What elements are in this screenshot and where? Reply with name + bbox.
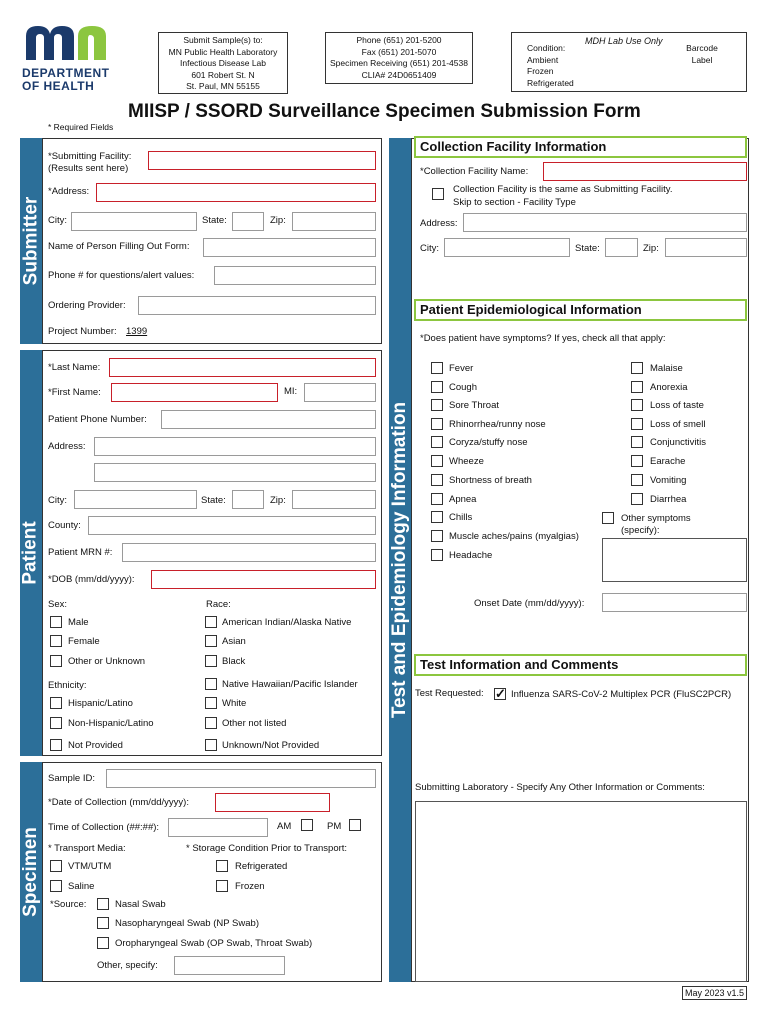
patient-zip-label: Zip: (270, 495, 286, 506)
project-label: Project Number: (48, 326, 117, 337)
collection-zip-label: Zip: (643, 243, 659, 254)
barcode-line: Label (691, 54, 713, 65)
patient-tab-label: Patient (20, 521, 42, 585)
symptom-checkbox[interactable] (431, 493, 443, 505)
symptom-label: Coryza/stuffy nose (449, 437, 528, 448)
collection-name-label: *Collection Facility Name: (420, 166, 529, 177)
specimen-tab (20, 762, 42, 982)
symptom-checkbox[interactable] (431, 399, 443, 411)
test-epi-tab-label: Test and Epidemiology Information (389, 401, 410, 719)
source-op-checkbox[interactable] (97, 937, 109, 949)
collection-state-label: State: (575, 243, 600, 254)
sample-id-input[interactable] (106, 769, 376, 788)
source-np-label: Nasopharyngeal Swab (NP Swab) (115, 918, 259, 929)
patient-city-input[interactable] (74, 490, 197, 509)
symptom-label: Headache (449, 550, 493, 561)
symptom-label: Muscle aches/pains (myalgias) (449, 531, 579, 542)
phone-line: Phone (651) 201-5200 (356, 35, 442, 45)
race-checkbox-3[interactable] (205, 655, 217, 667)
symptom-checkbox[interactable] (431, 549, 443, 561)
submit-line: 601 Robert St. N (191, 69, 255, 80)
submitter-address-label: *Address: (48, 186, 90, 197)
submit-line: Infectious Disease Lab (180, 58, 266, 68)
barcode-line: Barcode (686, 43, 718, 53)
patient-address-label: Address: (48, 441, 86, 452)
comments-label: Submitting Laboratory - Specify Any Other Information or Comments: (415, 782, 705, 793)
pm-label: PM (327, 821, 342, 832)
ethnicity-nonhispanic-label: Non-Hispanic/Latino (68, 718, 154, 729)
symptom-label: Wheeze (449, 456, 484, 467)
patient-phone-input[interactable] (161, 410, 376, 429)
person-input[interactable] (203, 238, 376, 257)
sex-other-checkbox[interactable] (50, 655, 62, 667)
ethnicity-notprovided-checkbox[interactable] (50, 739, 62, 751)
storage-frozen-checkbox[interactable] (216, 880, 228, 892)
county-label: County: (48, 520, 81, 531)
comments-textarea[interactable] (415, 801, 747, 982)
other-symptoms-input[interactable] (602, 538, 747, 582)
race-checkbox-5[interactable] (205, 697, 217, 709)
same-facility-checkbox[interactable] (432, 188, 444, 200)
submit-line: Submit Sample(s) to: (183, 35, 263, 45)
race-checkbox-6[interactable] (205, 717, 217, 729)
race-checkbox-7[interactable] (205, 739, 217, 751)
test-option-label: Influenza SARS-CoV-2 Multiplex PCR (FluSC2PCR) (511, 689, 732, 700)
mi-input[interactable] (304, 383, 376, 402)
alert-phone-label: Phone # for questions/alert values: (48, 270, 195, 281)
source-op-label: Oropharyngeal Swab (OP Swab, Throat Swab) (115, 938, 313, 949)
symptom-label: Anorexia (650, 382, 688, 393)
submit-line: MN Public Health Laboratory (168, 46, 278, 57)
symptom-label: Earache (650, 456, 686, 467)
symptom-checkbox[interactable] (431, 455, 443, 467)
last-name-input[interactable] (109, 358, 376, 377)
symptom-checkbox[interactable] (631, 418, 643, 430)
page-title: MIISP / SSORD Surveillance Specimen Submission Form (128, 101, 641, 122)
transport-label: * Transport Media: (48, 843, 126, 854)
symptom-label: Loss of taste (650, 400, 704, 411)
test-option-checkbox[interactable] (494, 688, 506, 700)
source-np-checkbox[interactable] (97, 917, 109, 929)
patient-address-input-1[interactable] (94, 437, 376, 456)
phone-line: Specimen Receiving (651) 201-4538 (330, 58, 468, 68)
first-name-label: *First Name: (48, 387, 101, 398)
onset-date-input[interactable] (602, 593, 747, 612)
sex-female-label: Female (68, 636, 100, 647)
ethnicity-hispanic-label: Hispanic/Latino (68, 698, 133, 709)
patient-address-input-2[interactable] (94, 463, 376, 482)
collection-city-input[interactable] (444, 238, 570, 257)
submit-address-box (158, 32, 288, 94)
race-checkbox-4[interactable] (205, 678, 217, 690)
symptom-checkbox[interactable] (631, 381, 643, 393)
race-label-2: Asian (222, 636, 246, 647)
symptom-checkbox[interactable] (631, 436, 643, 448)
sex-other-label: Other or Unknown (68, 656, 146, 667)
symptom-checkbox[interactable] (631, 493, 643, 505)
symptoms-question: *Does patient have symptoms? If yes, check all that apply: (420, 333, 666, 344)
other-symptoms-label-2: (specify): (621, 525, 660, 536)
collection-address-input[interactable] (463, 213, 747, 232)
symptom-checkbox[interactable] (431, 418, 443, 430)
submitter-zip-label: Zip: (270, 215, 286, 226)
test-info-heading: Test Information and Comments (414, 654, 747, 676)
symptom-label: Loss of smell (650, 419, 706, 430)
symptom-checkbox[interactable] (431, 530, 443, 542)
collection-date-label: *Date of Collection (mm/dd/yyyy): (48, 797, 189, 808)
collection-name-input[interactable] (543, 162, 747, 181)
mrn-label: Patient MRN #: (48, 547, 113, 558)
symptom-checkbox[interactable] (431, 511, 443, 523)
source-label: *Source: (50, 899, 87, 910)
symptom-label: Vomiting (650, 475, 687, 486)
symptom-checkbox[interactable] (631, 362, 643, 374)
race-label-3: Black (222, 656, 246, 667)
submitter-city-label: City: (48, 215, 67, 226)
provider-input[interactable] (138, 296, 376, 315)
symptom-checkbox[interactable] (431, 381, 443, 393)
person-label: Name of Person Filling Out Form: (48, 241, 190, 252)
dob-label: *DOB (mm/dd/yyyy): (48, 574, 135, 585)
symptom-checkbox[interactable] (431, 362, 443, 374)
storage-refrigerated-label: Refrigerated (235, 861, 288, 872)
submitter-state-input[interactable] (232, 212, 264, 231)
transport-saline-label: Saline (68, 881, 95, 892)
storage-refrigerated-checkbox[interactable] (216, 860, 228, 872)
sex-female-checkbox[interactable] (50, 635, 62, 647)
symptom-label: Chills (449, 512, 473, 523)
other-symptoms-label-1: Other symptoms (621, 513, 691, 524)
symptom-label: Rhinorrhea/runny nose (449, 419, 546, 430)
symptom-checkbox[interactable] (631, 455, 643, 467)
results-sent-label: (Results sent here) (48, 163, 129, 174)
mi-label: MI: (284, 386, 298, 397)
phone-box (325, 32, 473, 84)
phone-line: Fax (651) 201-5070 (361, 46, 437, 57)
am-label: AM (277, 821, 292, 832)
source-nasal-label: Nasal Swab (115, 899, 166, 910)
submitter-tab-label: Submitter (20, 196, 41, 286)
symptom-label: Diarrhea (650, 494, 687, 505)
ethnicity-notprovided-label: Not Provided (68, 740, 123, 751)
same-facility-label-1: Collection Facility is the same as Submitting Facility. (453, 184, 673, 195)
collection-address-label: Address: (420, 218, 458, 229)
symptom-label: Fever (449, 363, 474, 374)
symptom-label: Malaise (650, 363, 683, 374)
test-epi-tab (389, 138, 411, 982)
storage-label: * Storage Condition Prior to Transport: (186, 843, 348, 854)
symptom-checkbox[interactable] (431, 474, 443, 486)
last-name-label: *Last Name: (48, 362, 101, 373)
patient-state-input[interactable] (232, 490, 264, 509)
barcode-label (672, 43, 732, 66)
transport-vtm-checkbox[interactable] (50, 860, 62, 872)
transport-saline-checkbox[interactable] (50, 880, 62, 892)
symptom-checkbox[interactable] (631, 399, 643, 411)
sex-label: Sex: (48, 599, 68, 610)
race-checkbox-1[interactable] (205, 616, 217, 628)
other-source-input[interactable] (174, 956, 285, 975)
submitter-tab (20, 138, 42, 344)
collection-date-input[interactable] (215, 793, 330, 812)
race-label-7: Unknown/Not Provided (222, 740, 320, 751)
required-note: * Required Fields (48, 122, 114, 132)
test-requested-label: Test Requested: (415, 688, 484, 699)
submitting-facility-label: *Submitting Facility: (48, 151, 132, 162)
submitter-city-input[interactable] (71, 212, 197, 231)
other-source-label: Other, specify: (97, 960, 158, 971)
specimen-tab-label: Specimen (20, 827, 42, 917)
mdh-logo (22, 22, 114, 92)
first-name-input[interactable] (111, 383, 278, 402)
symptom-label: Conjunctivitis (650, 437, 706, 448)
symptom-label: Shortness of breath (449, 475, 532, 486)
race-label: Race: (206, 599, 231, 610)
condition-line: Refrigerated (527, 77, 574, 88)
race-label-4: Native Hawaiian/Pacific Islander (222, 679, 358, 690)
pm-checkbox[interactable] (349, 819, 361, 831)
logo-mn-icon (22, 22, 114, 62)
race-checkbox-2[interactable] (205, 635, 217, 647)
provider-label: Ordering Provider: (48, 300, 126, 311)
phone-line: CLIA# 24D0651409 (361, 69, 437, 80)
submitter-state-label: State: (202, 215, 227, 226)
symptom-label: Sore Throat (449, 400, 499, 411)
project-value: 1399 (126, 326, 148, 337)
storage-frozen-label: Frozen (235, 881, 265, 892)
patient-zip-input[interactable] (292, 490, 376, 509)
lab-use-title: MDH Lab Use Only (585, 36, 663, 46)
ethnicity-label: Ethnicity: (48, 680, 87, 691)
sex-male-checkbox[interactable] (50, 616, 62, 628)
condition-list (527, 43, 574, 89)
submitter-zip-input[interactable] (292, 212, 376, 231)
source-nasal-checkbox[interactable] (97, 898, 109, 910)
same-facility-label-2: Skip to section - Facility Type (453, 197, 576, 208)
submit-line: St. Paul, MN 55155 (186, 81, 260, 91)
collection-zip-input[interactable] (665, 238, 747, 257)
epi-heading: Patient Epidemiological Information (414, 299, 747, 321)
race-label-5: White (222, 698, 247, 709)
race-label-6: Other not listed (222, 718, 287, 729)
logo-text-2: OF HEALTH (22, 79, 95, 93)
condition-line: Condition: (527, 43, 566, 53)
mrn-input[interactable] (122, 543, 376, 562)
submitting-facility-input[interactable] (148, 151, 376, 170)
collection-time-input[interactable] (168, 818, 268, 837)
county-input[interactable] (88, 516, 376, 535)
patient-state-label: State: (201, 495, 226, 506)
patient-tab (20, 350, 42, 756)
condition-line: Frozen (527, 66, 554, 76)
patient-city-label: City: (48, 495, 67, 506)
onset-date-label: Onset Date (mm/dd/yyyy): (474, 598, 585, 609)
race-label-1: American Indian/Alaska Native (222, 617, 352, 628)
sample-id-label: Sample ID: (48, 773, 95, 784)
am-checkbox[interactable] (301, 819, 313, 831)
condition-line: Ambient (527, 54, 559, 65)
transport-vtm-label: VTM/UTM (68, 861, 112, 872)
ethnicity-nonhispanic-checkbox[interactable] (50, 717, 62, 729)
symptom-label: Cough (449, 382, 477, 393)
collection-facility-heading: Collection Facility Information (414, 136, 747, 158)
dob-input[interactable] (151, 570, 376, 589)
collection-state-input[interactable] (605, 238, 638, 257)
alert-phone-input[interactable] (214, 266, 376, 285)
symptom-checkbox[interactable] (431, 436, 443, 448)
other-symptoms-checkbox[interactable] (602, 512, 614, 524)
collection-time-label: Time of Collection (##:##): (48, 822, 160, 833)
patient-phone-label: Patient Phone Number: (48, 414, 147, 425)
ethnicity-hispanic-checkbox[interactable] (50, 697, 62, 709)
symptom-label: Apnea (449, 494, 477, 505)
symptom-checkbox[interactable] (631, 474, 643, 486)
version-badge: May 2023 v1.5 (682, 986, 747, 1000)
submitter-address-input[interactable] (96, 183, 376, 202)
sex-male-label: Male (68, 617, 89, 628)
logo-text-1: DEPARTMENT (22, 66, 110, 80)
collection-city-label: City: (420, 243, 439, 254)
